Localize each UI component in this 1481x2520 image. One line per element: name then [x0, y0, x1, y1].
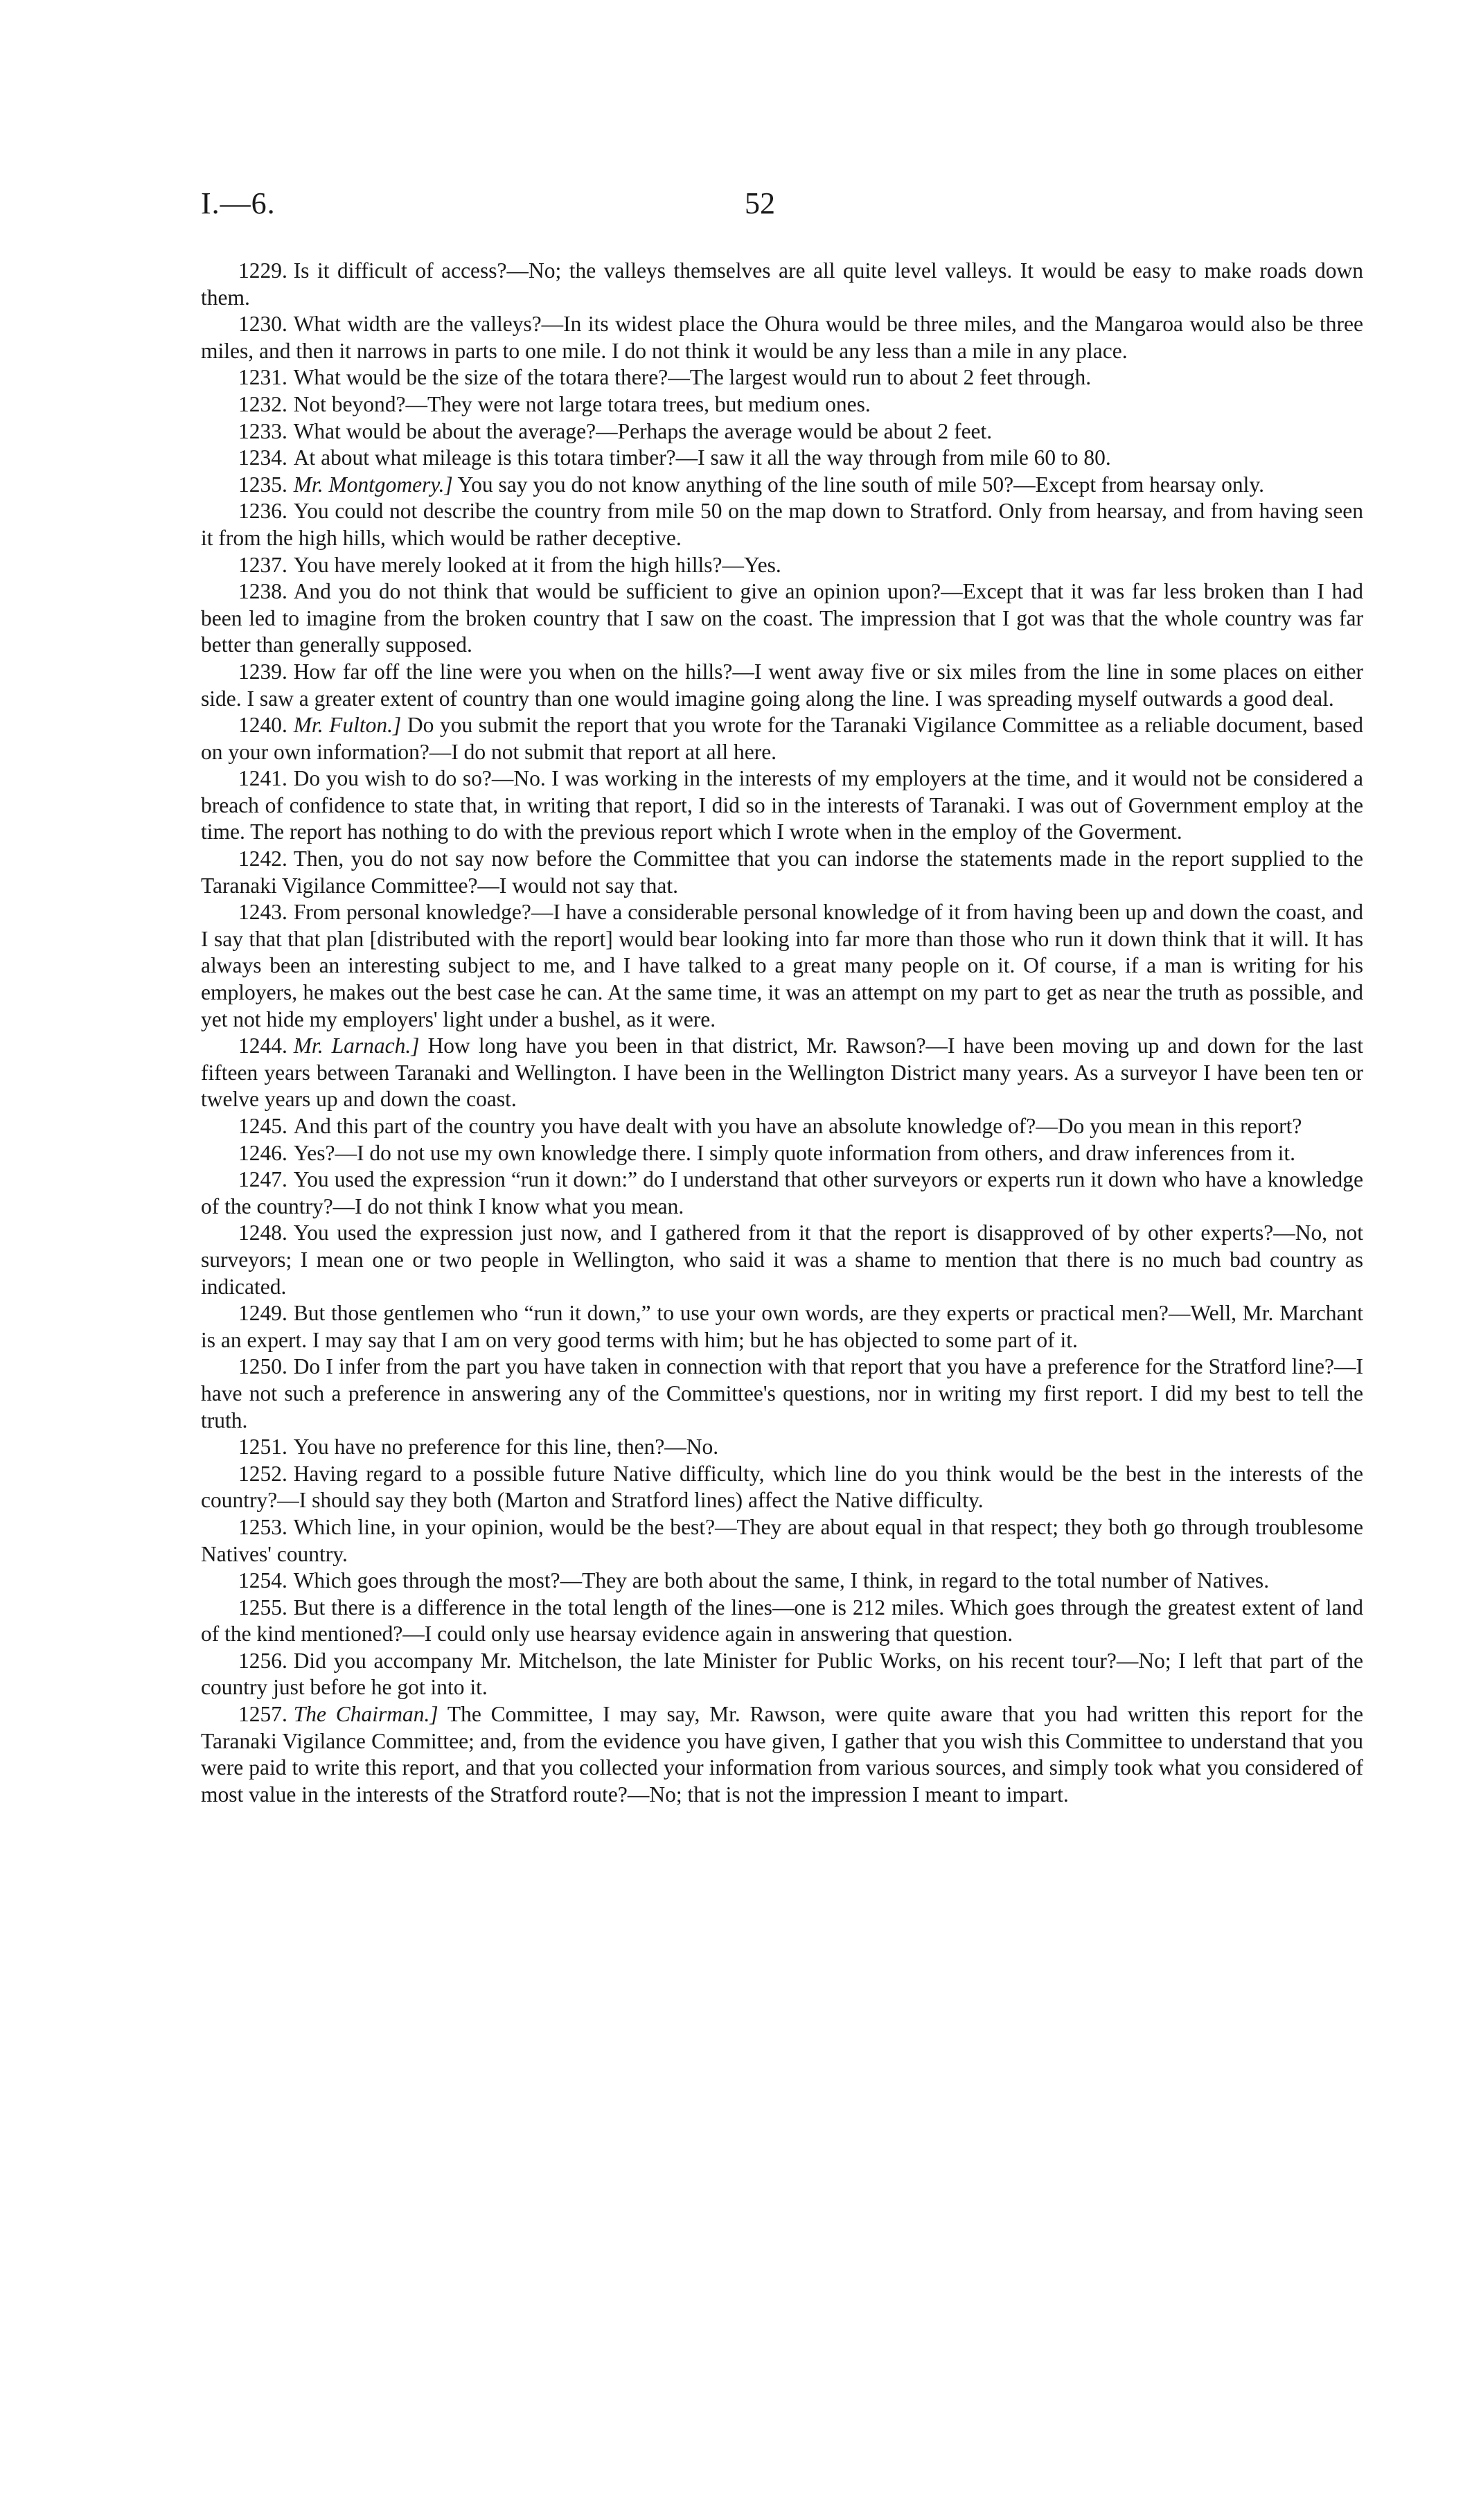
paragraph-text: But there is a difference in the total length of the lines—one is 212 miles. Which goes through the greatest extent of land of the kind mentioned?—I could only use hearsay evidence again in answering that question.	[201, 1595, 1363, 1647]
evidence-paragraph	[201, 1220, 1363, 1300]
evidence-paragraph	[201, 1113, 1363, 1140]
paragraph-text: Not beyond?—They were not large totara trees, but medium ones.	[293, 391, 871, 416]
question-number: 1234.	[238, 445, 287, 470]
question-number: 1238.	[238, 579, 287, 604]
evidence-paragraph	[201, 1461, 1363, 1514]
evidence-paragraph	[201, 1166, 1363, 1220]
paragraph-text: Do I infer from the part you have taken in connection with that report that you have a preference for the Stratford line?—I have not such a preference in answering any of the Committee's questions, nor in writing my first report. I did my best to tell the truth.	[201, 1354, 1363, 1432]
paragraph-text: Which goes through the most?—They are both about the same, I think, in regard to the total number of Natives.	[293, 1568, 1270, 1593]
evidence-paragraph	[201, 1514, 1363, 1568]
speaker-name: The Chairman.]	[293, 1702, 438, 1727]
paragraph-text: How long have you been in that district, Mr. Rawson?—I have been moving up and down for the last fifteen years between Taranaki and Wellington. I have been in the Wellington District many years. As a surveyor I have been ten or twelve years up and down the coast.	[201, 1033, 1364, 1112]
evidence-paragraph	[201, 765, 1363, 846]
question-number: 1249.	[238, 1301, 287, 1326]
paragraph-text: Do you wish to do so?—No. I was working in the interests of my employers at the time, and it would not be considered a breach of confidence to state that, in writing that report, I did so in the interests of Taranaki. I was out of Government employ at the time. The report has nothing to do with the previous report which I wrote when in the employ of the Goverment.	[201, 766, 1363, 844]
question-number: 1255.	[238, 1595, 287, 1620]
question-number: 1246.	[238, 1140, 287, 1165]
evidence-paragraph	[201, 258, 1363, 311]
question-number: 1248.	[238, 1221, 287, 1245]
evidence-paragraph	[201, 552, 1363, 579]
speaker-name: Mr. Montgomery.]	[293, 472, 453, 497]
question-number: 1229.	[238, 258, 287, 283]
paragraph-text: You have no preference for this line, then?—No.	[293, 1435, 719, 1459]
speaker-name: Mr. Larnach.]	[293, 1033, 420, 1058]
question-number: 1254.	[238, 1568, 287, 1593]
question-number: 1232.	[238, 391, 287, 416]
question-number: 1245.	[238, 1114, 287, 1138]
evidence-body	[201, 258, 1363, 1808]
evidence-paragraph	[201, 445, 1363, 472]
evidence-paragraph	[201, 1648, 1363, 1701]
evidence-paragraph	[201, 1595, 1363, 1648]
paragraph-text: Yes?—I do not use my own knowledge there. I simply quote information from others, and draw inferences from it.	[293, 1140, 1296, 1165]
paragraph-text: And you do not think that would be sufficient to give an opinion upon?—Except that it was far less broken than I had been led to imagine from the broken country that I saw on the coast. The impression that I got was that the whole country was far better than generally supposed.	[201, 579, 1363, 657]
paragraph-text: And this part of the country you have dealt with you have an absolute knowledge of?—Do you mean in this report?	[293, 1114, 1302, 1138]
evidence-paragraph	[201, 418, 1363, 445]
evidence-paragraph	[201, 578, 1363, 659]
question-number: 1235.	[238, 472, 287, 497]
evidence-paragraph	[201, 659, 1363, 712]
paragraph-text: But those gentlemen who “run it down,” to use your own words, are they experts or practical men?—Well, Mr. Marchant is an expert. I may say that I am on very good terms with him; but he has objected to some part of it.	[201, 1301, 1363, 1352]
question-number: 1240.	[238, 713, 287, 738]
evidence-paragraph	[201, 712, 1363, 765]
evidence-paragraph	[201, 1033, 1363, 1113]
question-number: 1237.	[238, 552, 287, 577]
paragraph-text: What would be about the average?—Perhaps the average would be about 2 feet.	[293, 418, 993, 443]
page-number: 52	[745, 186, 775, 220]
question-number: 1241.	[238, 766, 287, 791]
question-number: 1251.	[238, 1435, 287, 1459]
question-number: 1236.	[238, 499, 287, 524]
question-number: 1256.	[238, 1648, 287, 1673]
paragraph-text: Having regard to a possible future Native difficulty, which line do you think would be the best in the interests of the country?—I should say they both (Marton and Stratford lines) affect the Native difficulty.	[201, 1461, 1363, 1513]
paragraph-text: What would be the size of the totara there?—The largest would run to about 2 feet through.	[293, 365, 1092, 390]
question-number: 1253.	[238, 1514, 287, 1539]
paragraph-text: What width are the valleys?—In its widest place the Ohura would be three miles, and the Mangaroa would also be three miles, and then it narrows in parts to one mile. I do not think it would be any less than a mile in any place.	[201, 312, 1363, 363]
question-number: 1247.	[238, 1167, 287, 1192]
paragraph-text: Did you accompany Mr. Mitchelson, the late Minister for Public Works, on his recent tour?—No; I left that part of the country just before he got into it.	[201, 1648, 1363, 1700]
evidence-paragraph	[201, 846, 1363, 899]
evidence-paragraph	[201, 899, 1363, 1033]
paragraph-text: Which line, in your opinion, would be the best?—They are about equal in that respect; they both go through troublesome Natives' country.	[201, 1514, 1363, 1566]
paragraph-text: Is it difficult of access?—No; the valleys themselves are all quite level valleys. It would be easy to make roads down them.	[201, 258, 1363, 310]
paragraph-text: How far off the line were you when on the hills?—I went away five or six miles from the line in some places on either side. I saw a greater extent of country than one would imagine going along the line. I was spreading myself outwards a good deal.	[201, 659, 1363, 711]
paragraph-text: At about what mileage is this totara timber?—I saw it all the way through from mile 60 to 80.	[293, 445, 1111, 470]
evidence-paragraph	[201, 1354, 1363, 1434]
evidence-paragraph	[201, 1434, 1363, 1461]
question-number: 1243.	[238, 900, 287, 925]
paragraph-text: You could not describe the country from mile 50 on the map down to Stratford. Only from hearsay, and from having seen it from the high hills, which would be rather deceptive.	[201, 499, 1363, 550]
question-number: 1231.	[238, 365, 287, 390]
question-number: 1242.	[238, 846, 287, 871]
question-number: 1244.	[238, 1033, 287, 1058]
evidence-paragraph	[201, 1568, 1363, 1595]
question-number: 1250.	[238, 1354, 287, 1379]
document-reference: I.—6.	[201, 186, 276, 220]
question-number: 1252.	[238, 1461, 287, 1486]
evidence-paragraph	[201, 1701, 1363, 1808]
paragraph-text: You say you do not know anything of the line south of mile 50?—Except from hearsay only.	[457, 472, 1264, 497]
evidence-paragraph	[201, 391, 1363, 418]
speaker-name: Mr. Fulton.]	[293, 713, 402, 738]
question-number: 1257.	[238, 1702, 287, 1727]
evidence-paragraph	[201, 311, 1363, 364]
paragraph-text: You have merely looked at it from the high hills?—Yes.	[293, 552, 781, 577]
paragraph-text: From personal knowledge?—I have a considerable personal knowledge of it from having been up and down the coast, and I say that that plan [distributed with the report] would bear looking into far more than those who run it down think that it will. It has always been an interesting subject to me, and I have talked to a great many people on it. Of course, if a man is writing for his employers, he makes out the best case he can. At the same time, it was an attempt on my part to get as near the truth as possible, and yet not hide my employers' light under a bushel, as it were.	[201, 900, 1363, 1031]
paragraph-text: You used the expression just now, and I gathered from it that the report is disapproved of by other experts?—No, not surveyors; I mean one or two people in Wellington, who said it was a shame to mention that there is no much bad country as indicated.	[201, 1221, 1363, 1299]
paragraph-text: Then, you do not say now before the Committee that you can indorse the statements made in the report supplied to the Taranaki Vigilance Committee?—I would not say that.	[201, 846, 1363, 898]
evidence-paragraph	[201, 364, 1363, 391]
paragraph-text: The Committee, I may say, Mr. Rawson, were quite aware that you had written this report for the Taranaki Vigilance Committee; and, from the evidence you have given, I gather that you wish this Committee to understand that you were paid to write this report, and that you collected your information from various sources, and simply took what you considered of most value in the interests of the Stratford route?—No; that is not the impression I meant to impart.	[201, 1702, 1363, 1807]
question-number: 1239.	[238, 659, 287, 684]
question-number: 1230.	[238, 312, 287, 337]
evidence-paragraph	[201, 472, 1363, 499]
question-number: 1233.	[238, 418, 287, 443]
paragraph-text: You used the expression “run it down:” do I understand that other surveyors or experts run it down who have a knowledge of the country?—I do not think I know what you mean.	[201, 1167, 1363, 1218]
evidence-paragraph	[201, 1140, 1363, 1167]
evidence-paragraph	[201, 1300, 1363, 1354]
evidence-paragraph	[201, 498, 1363, 551]
paragraph-text: Do you submit the report that you wrote for the Taranaki Vigilance Committee as a reliable document, based on your own information?—I do not submit that report at all here.	[201, 713, 1363, 764]
